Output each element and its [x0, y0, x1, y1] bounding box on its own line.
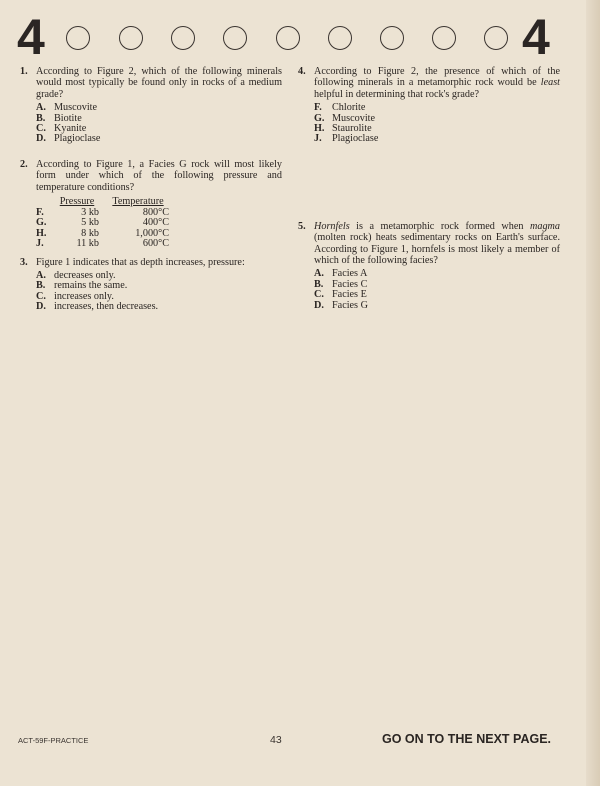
page-edge	[586, 0, 600, 786]
option-text: Facies A	[332, 268, 368, 280]
pressure-value: 3 kb	[81, 207, 99, 218]
question-stem: Figure 1 indicates that as depth increases, pressure:	[36, 256, 245, 268]
question-stem	[314, 66, 560, 100]
option-letter: C.	[36, 290, 46, 302]
question-number: 4.	[298, 66, 306, 77]
option-text: Muscovite	[54, 102, 98, 114]
option-letter: D.	[314, 299, 324, 311]
answer-options	[36, 271, 282, 313]
question-number: 5.	[298, 220, 306, 232]
temperature-value: 600°C	[142, 238, 169, 250]
option-text: Facies C	[332, 278, 368, 290]
question-5	[298, 221, 560, 311]
answer-option[interactable]	[36, 302, 282, 312]
section-number-right: 4	[522, 9, 550, 65]
temperature-header: Temperature	[112, 196, 164, 207]
answer-options	[36, 103, 282, 145]
answer-bubble[interactable]	[380, 26, 404, 50]
stem-text: According to Figure 2, the presence of which of the following minerals in a metamorphic rock would be	[314, 66, 560, 89]
option-text: Plagioclase	[54, 133, 101, 145]
answer-bubble[interactable]	[119, 26, 143, 50]
answer-bubble[interactable]	[276, 26, 300, 50]
page-number: 43	[270, 734, 282, 746]
question-3	[20, 257, 282, 313]
question-4	[298, 66, 560, 145]
question-number: 2.	[20, 158, 28, 170]
option-letter: J.	[314, 133, 322, 145]
stem-text: (molten rock) heats sedimentary rocks on Earth's surface. According to Figure 1, hornfels is most likely a member of which of the following facies?	[314, 232, 560, 266]
option-text: increases, then decreases.	[54, 301, 159, 313]
question-stem: According to Figure 2, which of the following minerals would most typically be found only in rocks of a medium grade?	[36, 66, 282, 100]
answer-options	[314, 103, 560, 145]
question-number: 1.	[20, 66, 28, 77]
question-stem: According to Figure 1, a Facies G rock will most likely form under which of the following pressure and temperature conditions?	[36, 158, 282, 193]
answer-option[interactable]	[36, 134, 282, 144]
option-letter: A.	[36, 102, 46, 114]
stem-emphasis: magma	[530, 220, 560, 232]
option-letter: J.	[36, 238, 44, 250]
option-letter: H.	[314, 123, 325, 134]
pressure-header: Pressure	[59, 196, 95, 207]
option-text: Facies G	[332, 299, 368, 311]
left-question-column	[20, 66, 282, 320]
option-letter: B.	[36, 280, 46, 292]
option-letter: A.	[36, 270, 46, 282]
stem-emphasis: Hornfels	[314, 220, 350, 232]
option-text: remains the same.	[54, 280, 128, 292]
stem-text: helpful in determining that rock's grade?	[314, 88, 480, 100]
option-text: increases only.	[54, 290, 114, 302]
option-text: Chlorite	[332, 102, 366, 114]
temperature-value: 800°C	[142, 207, 169, 218]
option-text: Staurolite	[332, 123, 372, 134]
temperature-value: 1,000°C	[135, 227, 169, 239]
option-letter: B.	[36, 112, 46, 124]
option-text: Facies E	[332, 289, 367, 301]
option-letter: D.	[36, 301, 46, 313]
answer-option[interactable]	[314, 301, 560, 311]
stem-emphasis: least	[540, 77, 560, 89]
next-page-notice: GO ON TO THE NEXT PAGE.	[382, 732, 552, 746]
option-letter: G.	[314, 112, 325, 124]
form-code: ACT-59F-PRACTICE	[18, 736, 89, 745]
question-number: 3.	[20, 256, 28, 268]
option-text: Biotite	[54, 112, 82, 124]
answer-bubble[interactable]	[171, 26, 195, 50]
pressure-value: 11 kb	[76, 238, 99, 250]
option-letter: H.	[36, 227, 47, 239]
answer-bubble[interactable]	[432, 26, 456, 50]
option-text: Plagioclase	[332, 133, 379, 145]
option-letter: F.	[314, 102, 322, 114]
answer-bubble[interactable]	[223, 26, 247, 50]
answer-bubble[interactable]	[66, 26, 90, 50]
option-letter: B.	[314, 278, 324, 290]
question-stem	[314, 221, 560, 267]
section-number-left: 4	[17, 9, 45, 65]
pressure-value: 5 kb	[81, 217, 99, 229]
answer-option[interactable]	[36, 239, 169, 249]
option-text: Kyanite	[54, 123, 87, 134]
option-letter: G.	[36, 217, 47, 229]
pressure-value: 8 kb	[81, 227, 99, 239]
option-letter: C.	[314, 289, 324, 301]
temperature-value: 400°C	[142, 217, 169, 229]
pressure-temperature-table	[36, 196, 169, 250]
option-text: decreases only.	[54, 270, 116, 282]
answer-bubble[interactable]	[328, 26, 352, 50]
option-letter: F.	[36, 207, 44, 218]
answer-bubble-row	[66, 26, 514, 52]
option-letter: A.	[314, 268, 324, 280]
right-question-column	[298, 66, 560, 318]
answer-options	[314, 269, 560, 311]
option-text: Muscovite	[332, 112, 376, 124]
answer-bubble[interactable]	[484, 26, 508, 50]
question-1	[20, 66, 282, 145]
option-letter: C.	[36, 123, 46, 134]
option-letter: D.	[36, 133, 46, 145]
stem-text: is a metamorphic rock formed when	[349, 220, 530, 232]
answer-option[interactable]	[314, 134, 560, 144]
question-2	[20, 159, 282, 250]
